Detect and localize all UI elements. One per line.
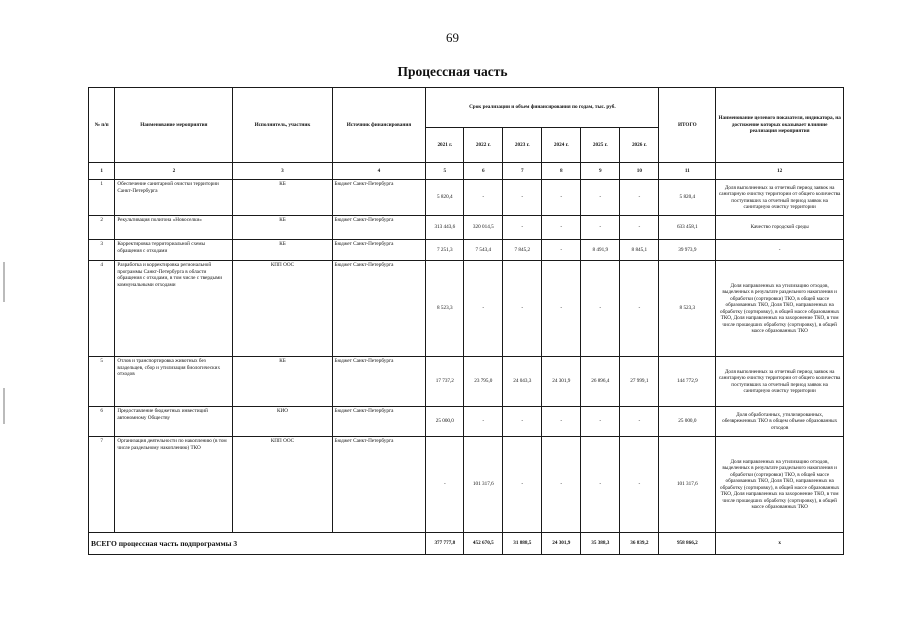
row-name: Разработка и корректировка региональной программы Санкт-Петербурга в области обращения с отходами, в том числе с твердыми коммунальными отходами — [115, 261, 233, 357]
row-num: 3 — [89, 240, 115, 261]
row-value: - — [503, 437, 542, 533]
row-indicator: Доля направленных на утилизацию отходов, выделенных в результате раздельного накопления и обработки (сортировки) ТКО, в общей массе образованных ТКО, Доля ТКО, направленных на обработку (сортировку), в общей массе образованных ТКО, Доля направленных на захоронение ТКО, в том числе прошедших обработку (сортировку), в общей массе образованных ТКО — [716, 261, 844, 357]
row-total: 144 772,9 — [659, 357, 716, 407]
total-value: 35 388,3 — [581, 533, 620, 555]
row-indicator: - — [716, 240, 844, 261]
table-row — [89, 357, 844, 407]
header-name: Наименование мероприятия — [115, 88, 233, 163]
row-value: 26 896,4 — [581, 357, 620, 407]
row-total: 101 317,6 — [659, 437, 716, 533]
row-value: 8 523,3 — [426, 261, 464, 357]
scan-edge-mark — [3, 388, 5, 424]
row-value: 5 820,4 — [426, 180, 464, 216]
table-row — [89, 407, 844, 437]
row-value: - — [581, 180, 620, 216]
column-number: 12 — [716, 163, 844, 180]
header-year: 2025 г. — [581, 128, 620, 163]
row-value: - — [581, 261, 620, 357]
total-row — [89, 533, 844, 555]
row-name: Рекультивация полигона «Новоселки» — [115, 216, 233, 240]
row-value: - — [464, 407, 503, 437]
row-value: 7 543,4 — [464, 240, 503, 261]
row-value: - — [581, 407, 620, 437]
row-value: - — [426, 437, 464, 533]
row-indicator: Доля направленных на утилизацию отходов, выделенных в результате раздельного накопления и обработки (сортировки) ТКО, в общей массе образованных ТКО, Доля ТКО, направленных на обработку (сортировку), в общей массе образованных ТКО, Доля направленных на захоронение ТКО, в том числе прошедших обработку (сортировку), в общей массе образованных ТКО — [716, 437, 844, 533]
column-number: 6 — [464, 163, 503, 180]
total-grand: 958 866,2 — [659, 533, 716, 555]
row-value: 7 251,3 — [426, 240, 464, 261]
row-value: 24 301,9 — [542, 357, 581, 407]
row-executor: КПП ООС — [233, 437, 332, 533]
row-value: - — [620, 407, 659, 437]
row-value: 7 845,2 — [503, 240, 542, 261]
row-value: - — [464, 261, 503, 357]
row-executor: КБ — [233, 357, 332, 407]
column-number: 3 — [233, 163, 332, 180]
column-number: 4 — [332, 163, 426, 180]
row-value: - — [503, 180, 542, 216]
row-name: Предоставление бюджетных инвестиций автономному Обществу — [115, 407, 233, 437]
row-value: - — [581, 437, 620, 533]
row-indicator: Доля выполненных за отчетный период заявок на санитарную очистку территории от общего количества поступивших за отчетный период заявок на санитарную очистку территории — [716, 180, 844, 216]
row-value: - — [542, 261, 581, 357]
row-value: 27 999,1 — [620, 357, 659, 407]
row-source: Бюджет Санкт-Петербурга — [332, 261, 426, 357]
row-num: 7 — [89, 437, 115, 533]
column-number: 2 — [115, 163, 233, 180]
row-indicator: Доля обработанных, утилизированных, обезвреженных ТКО в общем объеме образованных отходов — [716, 407, 844, 437]
row-value: 24 043,3 — [503, 357, 542, 407]
row-total: 25 000,0 — [659, 407, 716, 437]
header-year: 2026 г. — [620, 128, 659, 163]
header-total: ИТОГО — [659, 88, 716, 163]
row-indicator: Доля выполненных за отчетный период заявок на санитарную очистку территории от общего количества поступивших за отчетный период заявок на санитарную очистку территории — [716, 357, 844, 407]
program-table — [88, 87, 844, 555]
row-value: - — [542, 240, 581, 261]
header-executor: Исполнитель, участник — [233, 88, 332, 163]
row-num: 5 — [89, 357, 115, 407]
total-label: ВСЕГО процессная часть подпрограммы 3 — [89, 533, 426, 555]
row-source: Бюджет Санкт-Петербурга — [332, 240, 426, 261]
row-executor: КИО — [233, 407, 332, 437]
table-row — [89, 261, 844, 357]
column-number: 11 — [659, 163, 716, 180]
header-year: 2021 г. — [426, 128, 464, 163]
row-num: 2 — [89, 216, 115, 240]
header-year: 2024 г. — [542, 128, 581, 163]
table-row — [89, 180, 844, 216]
row-num: 4 — [89, 261, 115, 357]
row-value: 320 014,5 — [464, 216, 503, 240]
row-value: 23 795,0 — [464, 357, 503, 407]
row-source: Бюджет Санкт-Петербурга — [332, 216, 426, 240]
row-value: - — [464, 180, 503, 216]
row-value: 17 737,2 — [426, 357, 464, 407]
row-total: 8 523,3 — [659, 261, 716, 357]
total-value: 31 888,5 — [503, 533, 542, 555]
column-number: 10 — [620, 163, 659, 180]
row-executor: КБ — [233, 216, 332, 240]
header-source: Источник финансирования — [332, 88, 426, 163]
row-total: 39 973,9 — [659, 240, 716, 261]
header-indicator: Наименование целевого показателя, индикатора, на достижение которых оказывает влияние реализация мероприятия — [716, 88, 844, 163]
row-num: 6 — [89, 407, 115, 437]
scan-edge-mark — [3, 262, 5, 302]
row-indicator: Качество городской среды — [716, 216, 844, 240]
total-value: 36 839,2 — [620, 533, 659, 555]
row-source: Бюджет Санкт-Петербурга — [332, 407, 426, 437]
table-row — [89, 437, 844, 533]
column-number: 5 — [426, 163, 464, 180]
row-value: - — [503, 407, 542, 437]
row-value: - — [503, 216, 542, 240]
total-indicator: х — [716, 533, 844, 555]
row-value: - — [620, 261, 659, 357]
column-number: 9 — [581, 163, 620, 180]
row-value: - — [620, 180, 659, 216]
page-number: 69 — [446, 30, 459, 45]
row-value: 101 317,6 — [464, 437, 503, 533]
column-number: 1 — [89, 163, 115, 180]
row-source: Бюджет Санкт-Петербурга — [332, 437, 426, 533]
row-name: Корректировка территориальной схемы обращения с отходами — [115, 240, 233, 261]
table-row — [89, 240, 844, 261]
header-num: № п/п — [89, 88, 115, 163]
header-period: Срок реализации и объем финансирования по годам, тыс. руб. — [426, 88, 659, 128]
row-value: 25 000,0 — [426, 407, 464, 437]
row-num: 1 — [89, 180, 115, 216]
row-value: - — [542, 180, 581, 216]
header-year: 2023 г. — [503, 128, 542, 163]
row-total: 633 458,1 — [659, 216, 716, 240]
column-number: 7 — [503, 163, 542, 180]
row-executor: КБ — [233, 180, 332, 216]
column-number: 8 — [542, 163, 581, 180]
row-value: - — [620, 437, 659, 533]
row-executor: КПП ООС — [233, 261, 332, 357]
row-total: 5 820,4 — [659, 180, 716, 216]
column-number-row — [89, 163, 844, 180]
row-value: 313 443,6 — [426, 216, 464, 240]
row-value: 8 491,9 — [581, 240, 620, 261]
table-row — [89, 216, 844, 240]
row-name: Отлов и транспортировка животных без владельцев, сбор и утилизация биологических отходов — [115, 357, 233, 407]
row-value: - — [620, 216, 659, 240]
row-value: - — [581, 216, 620, 240]
row-source: Бюджет Санкт-Петербурга — [332, 357, 426, 407]
row-value: - — [503, 261, 542, 357]
total-value: 24 301,9 — [542, 533, 581, 555]
row-name: Организация деятельности по накоплению (в том числе раздельному накоплению) ТКО — [115, 437, 233, 533]
row-executor: КБ — [233, 240, 332, 261]
row-name: Обеспечение санитарной очистки территории Санкт-Петербурга — [115, 180, 233, 216]
total-value: 377 777,8 — [426, 533, 464, 555]
header-year: 2022 г. — [464, 128, 503, 163]
row-value: - — [542, 216, 581, 240]
page-title: Процессная часть — [397, 64, 508, 79]
row-value: - — [542, 407, 581, 437]
total-value: 452 670,5 — [464, 533, 503, 555]
row-source: Бюджет Санкт-Петербурга — [332, 180, 426, 216]
row-value: - — [542, 437, 581, 533]
row-value: 8 845,1 — [620, 240, 659, 261]
